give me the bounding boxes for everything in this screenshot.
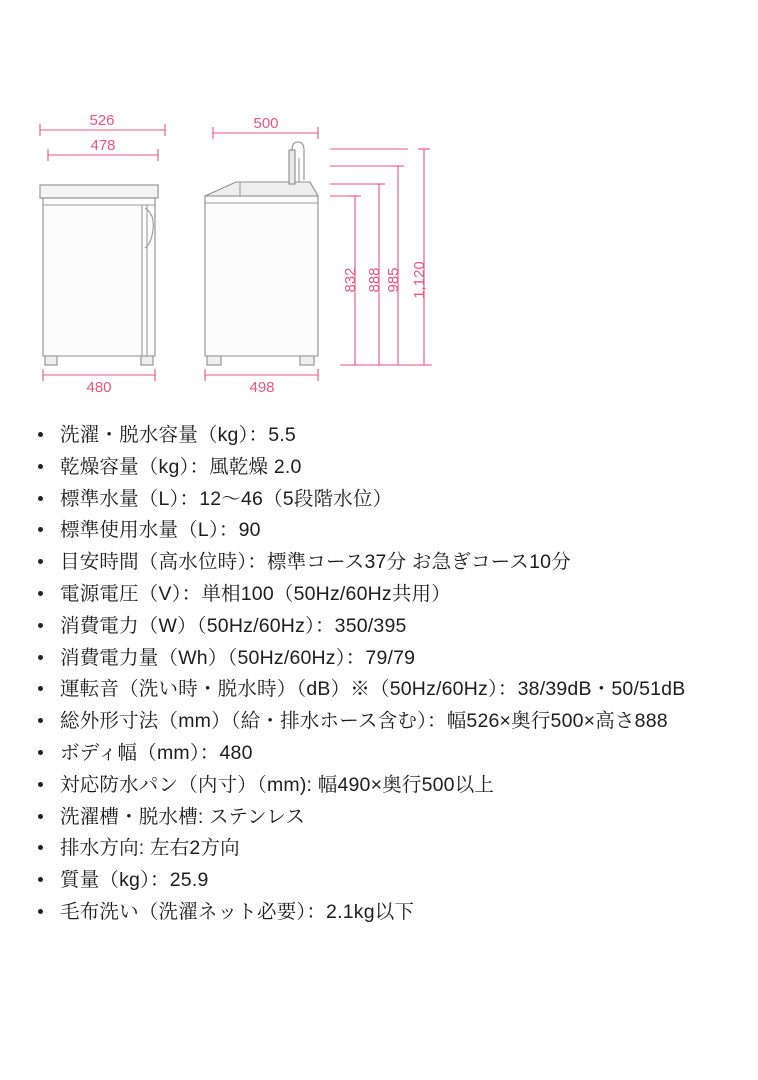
specification-list [0,420,758,928]
list-item: 対応防水パン（内寸）（mm): 幅490×奥行500以上 [34,770,740,801]
list-item: ボディ幅（mm）：480 [34,738,740,769]
dim-label-height-985: 985 [385,267,402,293]
list-item: 毛布洗い（洗濯ネット必要）：2.1kg以下 [34,897,740,928]
list-item: 標準水量（L）：12〜46（5段階水位） [34,484,740,515]
dim-label-height-1120: 1,120 [411,261,428,299]
list-item: 消費電力（W）（50Hz/60Hz）：350/395 [34,611,740,642]
dim-label-front-outer-width: 526 [89,112,115,129]
list-item: 消費電力量（Wh）（50Hz/60Hz）：79/79 [34,643,740,674]
list-item: 目安時間（高水位時）：標準コース37分 お急ぎコース10分 [34,547,740,578]
dim-label-front-inner-width: 478 [90,137,116,154]
list-item: 乾燥容量（kg）：風乾燥 2.0 [34,452,740,483]
dim-label-side-base-depth: 498 [249,379,275,396]
list-item: 洗濯槽・脱水槽: ステンレス [34,802,740,833]
dim-label-front-base-width: 480 [86,379,112,396]
dim-label-height-888: 888 [366,267,383,293]
list-item: 排水方向: 左右2方向 [34,833,740,864]
list-item: 標準使用水量（L）：90 [34,515,740,546]
dimension-drawing [0,0,758,420]
list-item: 運転音（洗い時・脱水時）（dB）※（50Hz/60Hz）：38/39dB・50/51dB [34,674,740,705]
dim-label-side-top-depth: 500 [253,115,279,132]
dim-label-height-832: 832 [342,267,359,293]
list-item: 質量（kg）：25.9 [34,865,740,896]
list-item: 電源電圧（V）：単相100（50Hz/60Hz共用） [34,579,740,610]
list-item: 洗濯・脱水容量（kg）：5.5 [34,420,740,451]
list-item: 総外形寸法（mm）（給・排水ホース含む）：幅526×奥行500×高さ888 [34,706,740,737]
